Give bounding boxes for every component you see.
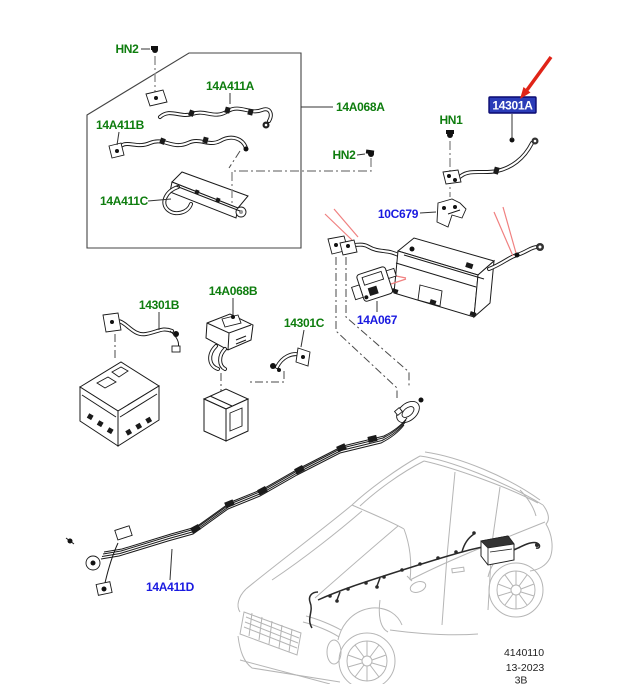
callout-14301a-highlighted[interactable] (489, 97, 536, 139)
battery-small-drawing (204, 389, 248, 441)
callout-label: 14A411B (96, 118, 144, 132)
callout-14a068a[interactable] (301, 100, 385, 114)
callout-14a411b[interactable] (96, 118, 145, 145)
callout-label: 14301C (283, 316, 325, 330)
in-car-battery-drawing (481, 536, 514, 565)
callout-label: 14A411A (206, 79, 254, 93)
callout-14a411d[interactable] (146, 549, 195, 594)
callout-14a411a[interactable] (206, 79, 255, 104)
callout-hn2-top[interactable] (115, 42, 139, 56)
bolt-icon-hn2-top (141, 46, 158, 94)
callout-label: 14A068B (208, 284, 258, 298)
callout-14301b[interactable] (139, 298, 180, 330)
callout-14a068b[interactable] (209, 284, 258, 315)
cable-14301c-drawing (249, 348, 310, 382)
bracket-10c679-drawing (437, 199, 466, 227)
callout-14a067[interactable] (357, 301, 398, 327)
callout-label: HN2 (332, 148, 356, 162)
callout-label: 14A067 (356, 313, 398, 327)
callout-label: 14A411C (100, 194, 148, 208)
callout-label: 10C679 (377, 207, 419, 221)
callout-hn1[interactable] (439, 113, 463, 127)
module-14a068b-drawing (206, 314, 253, 392)
bolt-icon-hn2-mid (357, 149, 374, 157)
callout-label: HN1 (439, 113, 463, 127)
cable-14a411a-drawing (146, 90, 271, 129)
cable-14a411b-drawing (109, 137, 249, 158)
battery-large-drawing (80, 362, 159, 446)
callout-label: 14301B (138, 298, 180, 312)
doc-date: 13-2023 (505, 662, 545, 674)
cable-14301a-drawing (443, 138, 539, 185)
cable-14301b-drawing (103, 313, 180, 360)
module-14a067-drawing (348, 264, 400, 305)
callout-14a411c[interactable] (100, 194, 171, 208)
red-arrow-icon (520, 57, 551, 99)
callout-14301c[interactable] (284, 316, 325, 347)
callout-label: 14A411D (146, 580, 194, 594)
callout-label: 14A068A (336, 100, 385, 114)
bolt-icon-hn1 (446, 130, 454, 197)
callout-label: 14301A (492, 98, 533, 113)
footer-doc-info (504, 647, 544, 684)
callout-hn2-mid[interactable] (332, 148, 356, 162)
callout-label: HN2 (115, 42, 139, 56)
doc-number: 4140110 (503, 647, 545, 659)
module-14a411c-drawing (164, 172, 248, 218)
doc-sheet: 3B (514, 674, 528, 684)
callout-10c679[interactable] (378, 207, 436, 221)
